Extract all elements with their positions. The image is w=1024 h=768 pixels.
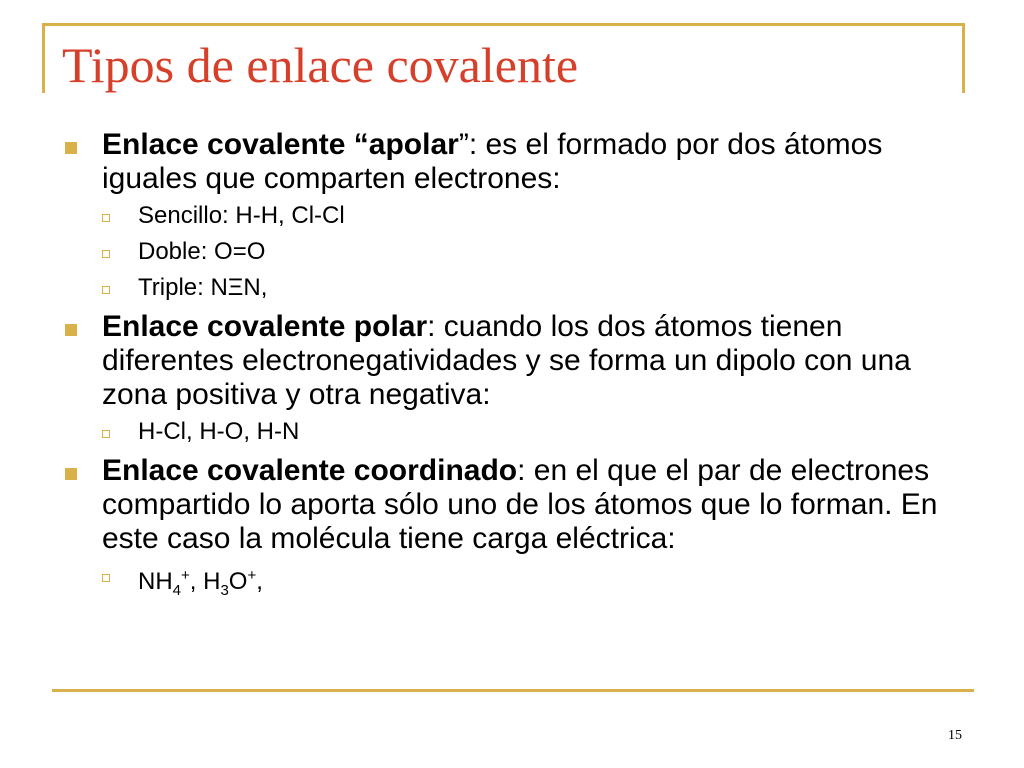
bullet-apolar [60,128,970,196]
slide-title: Tipos de enlace covalente [62,37,579,93]
hollow-square-bullet-icon [102,250,110,258]
sub-bullet [60,274,970,302]
bullet-polar [60,310,970,412]
square-bullet-icon [65,324,77,336]
bullet-term: Enlace covalente polar [102,310,428,343]
square-bullet-icon [65,468,77,480]
formula-o-superscript: + [247,567,257,584]
left-frame-line [42,23,45,93]
bullet-term: Enlace covalente “apolar [102,128,459,161]
sub-bullet [60,238,970,266]
hollow-square-bullet-icon [102,286,110,294]
square-bullet-icon [65,142,77,154]
bullet-text: : en el que el par de electrones compartido lo aporta sólo uno de los átomos que lo forman. En este caso la molécula tiene carga eléctrica: [102,454,938,555]
bullet-text: ”: es el formado por dos átomos iguales que comparten electrones: [102,128,883,195]
bullet-term: Enlace covalente coordinado [102,454,518,487]
hollow-square-bullet-icon [102,214,110,222]
sub-bullet [60,418,970,446]
bottom-rule-line [52,689,974,692]
formula-nh: NH [138,568,173,595]
slide-content [60,128,970,613]
bullet-text: : cuando los dos átomos tienen diferentes electronegatividades y se forma un dipolo con una zona positiva y otra negativa: [102,310,911,411]
formula-nh-superscript: + [181,567,190,584]
sub-bullet-formula [60,562,970,605]
sub-bullet-text: Triple: NΞN, [138,274,268,301]
hollow-square-bullet-icon [102,574,110,582]
sub-bullet [60,202,970,230]
formula-o: O [228,568,248,595]
hollow-square-bullet-icon [102,430,110,438]
formula-end: , [256,568,263,595]
sub-bullet-text: H-Cl, H-O, H-N [138,418,300,445]
page-number: 15 [948,728,962,743]
sub-bullet-text: Sencillo: H-H, Cl-Cl [138,202,345,229]
formula-separator: , H [189,568,221,595]
formula-nh-subscript: 4 [172,581,182,599]
formula-h-subscript: 3 [220,581,229,599]
sub-bullet-text: Doble: O=O [138,238,266,265]
bullet-coordinado [60,454,970,556]
top-frame-line [42,23,965,26]
right-frame-line [962,23,965,93]
